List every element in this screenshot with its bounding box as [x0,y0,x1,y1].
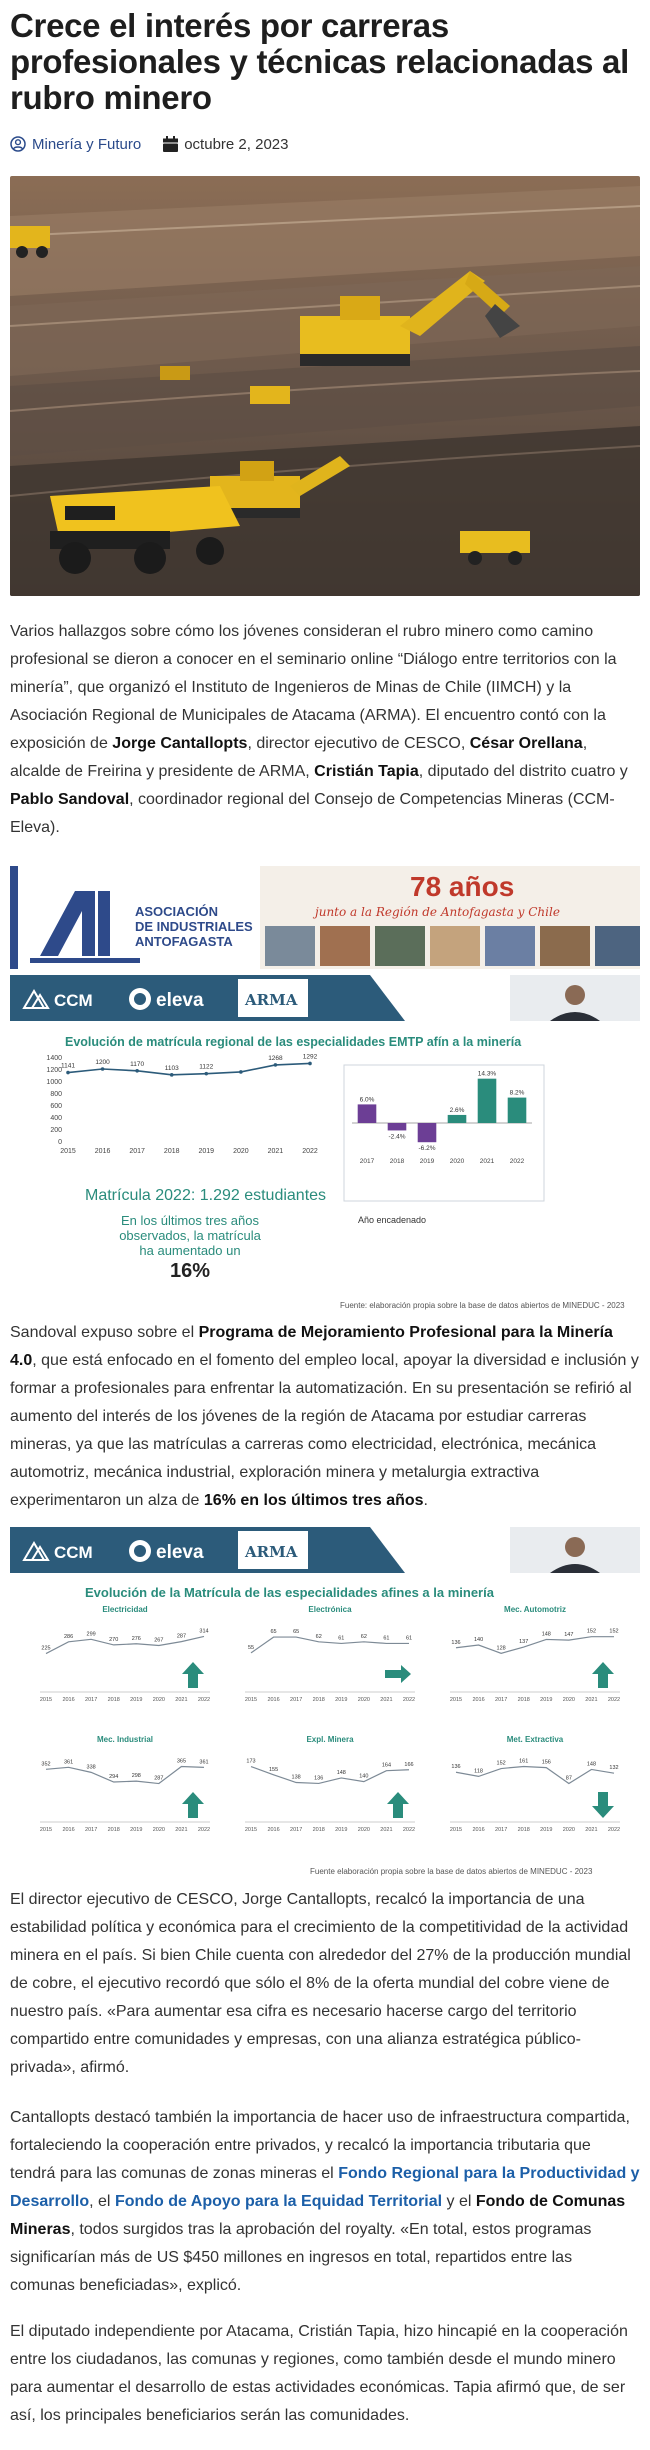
x-tick-label: 2020 [233,1148,249,1155]
x-tick-label: 2016 [62,1827,75,1833]
x-tick-label: 2019 [198,1148,215,1155]
enrollment-line-chart [10,1045,340,1165]
data-label: 148 [586,1761,597,1768]
data-label: 1268 [268,1054,283,1062]
x-tick-label: 2020 [152,1697,165,1703]
logo2-eleva: eleva [156,1542,204,1563]
program-name: Programa de Mejoramiento Profesional para la Minería 4.0 [10,1324,613,1369]
paragraph-cantallopts: El director ejecutivo de CESCO, Jorge Cantallopts, recalcó la importancia de una estabilidad política y económica para el crecimiento de la competitividad de la actividad minera en el país. Si bien Chile cuenta con alrededor del 27% de la producción mundial de cobre, el ejecutivo recordó que sólo el 8% de la oferta mundial del cobre viene de nuestro país. «Para aumentar esa cifra es necesario hacerse cargo del territorio compartido entre comunidades y empresas, con una alianza estratégica público-privada», afirmó. [10,1891,631,2076]
x-tick-label: 2020 [152,1827,165,1833]
logo2-ccm: CCM [54,1543,93,1562]
logo2-arma: ARMA [245,1543,298,1561]
x-tick-label: 2016 [472,1827,485,1833]
data-label: 225 [41,1645,51,1652]
y-tick-label: 200 [50,1127,62,1134]
ad-banner-graphic [10,866,640,969]
data-label: 1292 [302,1053,318,1061]
x-tick-label: 2019 [540,1697,553,1703]
series-line [46,1766,204,1783]
x-tick-label: 2017 [495,1827,508,1833]
x-tick-label: 2019 [335,1697,348,1703]
x-tick-label: 2021 [479,1158,495,1165]
data-label: 287 [154,1775,164,1782]
specialties-small-multiples [10,1602,640,1867]
ad-org-line2: DE INDUSTRIALES [135,919,253,934]
data-label: 1170 [130,1060,145,1068]
paragraph-sandoval: Sandoval expuso sobre el Programa de Mejoramiento Profesional para la Minería 4.0, que está enfocado en el fomento del empleo local, apoyar la diversidad e inclusión y formar a profesionales para enfrentar la automatización. En su presentación se refirió al aumento del interés de los jóvenes de la región de Atacama por estudiar carreras mineras, ya que las matrículas a carreras como electricidad, electrónica, mecánica automotriz, mecánica industrial, exploración minera y metalurgia extractiva experimentaron un alza de 16% en los últimos tres años. [10,1324,639,1509]
x-tick-label: 2022 [197,1697,211,1703]
y-tick-label: 600 [50,1103,62,1110]
growth-highlight: 16% en los últimos tres años [203,1492,424,1509]
x-tick-label: 2021 [585,1827,598,1833]
data-label: 55 [247,1644,255,1651]
x-tick-label: 2015 [60,1148,76,1155]
data-label: 62 [360,1633,367,1640]
x-tick-label: 2022 [302,1148,318,1155]
speaker-orellana: César Orellana [469,735,583,752]
data-label: 140 [359,1773,369,1780]
chained-year-bar-chart [340,1063,550,1203]
x-tick-label: 2022 [509,1158,525,1165]
author-meta[interactable] [10,136,141,153]
data-label: 138 [291,1774,301,1781]
data-label: 132 [609,1765,619,1772]
x-tick-label: 2020 [562,1827,575,1833]
data-label: 352 [41,1761,51,1768]
x-tick-label: 2019 [130,1827,143,1833]
speaker-cantallopts: Jorge Cantallopts [112,735,248,752]
logo-eleva: eleva [156,990,204,1011]
data-label: 164 [381,1762,392,1769]
x-tick-label: 2018 [517,1697,530,1703]
data-label: 1103 [164,1064,179,1072]
small-chart-1 [245,1605,415,1703]
link-fondo-equidad[interactable]: Fondo de Apoyo para la Equidad Territorial [114,2193,443,2210]
data-label: 314 [199,1628,209,1635]
x-tick-label: 2018 [517,1827,530,1833]
bar-label: 8.2% [509,1089,525,1097]
data-point [274,1063,278,1067]
y-tick-label: 1400 [46,1055,62,1062]
article-title: Crece el interés por carreras profesionales y técnicas relacionadas al rubro minero [10,7,629,116]
x-tick-label: 2015 [244,1697,258,1703]
small-chart-title: Mec. Industrial [96,1735,154,1744]
small-chart-title: Met. Extractiva [506,1735,564,1744]
data-label: 136 [451,1764,461,1771]
x-tick-label: 2019 [540,1827,553,1833]
paragraph-infrastructure: Cantallopts destacó también la importancia de hacer uso de infraestructura compartida, fortaleciendo la cooperación entre privados, y recalcó la importancia tributaria que tendrá para las comunas de zonas mineras el Fondo Regional para la Productividad y Desarrollo, el Fondo de Apoyo para la Equidad Territorial y el Fondo de Comunas Mineras, todos surgidos tras la aprobación del royalty. «En total, estos programas significarían más de US $450 millones en ingresos en total, repartidos entre las comunas beneficiadas», explicó. [10,2109,640,2294]
arrow-down-icon [592,1792,614,1818]
bar-label: 6.0% [359,1096,375,1104]
data-point [135,1069,139,1073]
matricula-total: Matrícula 2022: 1.292 estudiantes [85,1187,327,1204]
data-label: 161 [519,1758,529,1765]
presentation-slide-enrollment [10,975,640,1315]
data-point [239,1070,243,1074]
bar [388,1123,407,1130]
data-label: 148 [541,1631,551,1638]
data-label: 148 [336,1769,346,1776]
slide-header-graphic [10,975,640,1021]
data-label: 287 [176,1633,187,1640]
x-tick-label: 2018 [107,1697,120,1703]
y-tick-label: 1200 [46,1067,62,1074]
x-tick-label: 2021 [585,1697,598,1703]
data-label: 299 [86,1631,96,1638]
data-label: 270 [109,1636,119,1643]
x-tick-label: 2021 [175,1827,188,1833]
ad-org-line3: ANTOFAGASTA [135,934,233,949]
x-tick-label: 2020 [562,1697,575,1703]
data-label: 1122 [199,1063,214,1071]
data-label: 276 [131,1635,141,1642]
y-tick-label: 800 [50,1091,62,1098]
slide2-source: Fuente elaboración propia sobre la base de datos abiertos de MINEDUC - 2023 [310,1867,593,1876]
x-tick-label: 2018 [312,1697,325,1703]
data-point [170,1073,174,1077]
logo-arma: ARMA [245,991,298,1009]
data-label: 140 [473,1637,484,1643]
small-chart-title: Expl. Minera [306,1735,354,1744]
x-tick-label: 2017 [85,1697,98,1703]
x-tick-label: 2016 [267,1827,280,1833]
bar-label: 2.6% [449,1106,465,1114]
x-tick-label: 2018 [312,1827,325,1833]
x-tick-label: 2021 [267,1148,284,1155]
data-label: 136 [314,1775,324,1782]
data-point [66,1071,70,1075]
x-tick-label: 2015 [244,1827,258,1833]
slide1-title: Evolución de matrícula regional de las especialidades EMTP afín a la minería [65,1035,522,1049]
chart-frame [344,1065,544,1201]
x-tick-label: 2019 [419,1158,435,1165]
small-chart-5 [450,1735,620,1833]
post-date: octubre 2, 2023 [184,135,289,153]
x-tick-label: 2021 [380,1827,393,1833]
data-label: 338 [86,1764,96,1771]
x-tick-label: 2017 [85,1827,98,1833]
small-chart-3 [40,1735,210,1833]
x-tick-label: 2017 [129,1148,145,1155]
data-label: 128 [496,1645,506,1652]
x-tick-label: 2022 [402,1827,416,1833]
data-point [101,1067,105,1071]
arrow-up-icon [387,1792,409,1818]
arrow-up-icon [592,1662,614,1688]
data-label: 298 [131,1773,141,1780]
fondo-comunas: Fondo de Comunas Mineras [10,2193,626,2238]
presentation-slide-specialties [10,1527,640,1880]
x-tick-label: 2017 [290,1827,303,1833]
data-label: 286 [63,1633,74,1640]
bar-label: -2.4% [388,1133,406,1141]
ad-banner[interactable] [10,866,640,969]
user-icon [10,136,26,152]
data-label: 267 [154,1637,164,1644]
x-tick-label: 2018 [163,1148,180,1155]
x-tick-label: 2021 [175,1697,188,1703]
data-label: 166 [404,1761,414,1768]
slide2-header-graphic [10,1527,640,1573]
x-tick-label: 2016 [94,1148,111,1155]
x-tick-label: 2017 [495,1697,508,1703]
x-tick-label: 2017 [290,1697,303,1703]
bar [448,1115,467,1123]
mine-illustration [10,176,640,596]
x-tick-label: 2016 [472,1697,485,1703]
x-tick-label: 2022 [197,1827,211,1833]
bar [418,1123,437,1142]
slide2-header [10,1527,640,1573]
data-label: 155 [268,1766,279,1773]
date-meta [163,136,288,153]
x-tick-label: 2022 [607,1697,621,1703]
slide-header [10,975,640,1021]
author-link[interactable]: Minería y Futuro [32,135,142,153]
bar-label: -6.2% [418,1145,436,1153]
data-label: 118 [474,1768,483,1775]
data-label: 62 [315,1633,322,1640]
delta-chart-label: Año encadenado [358,1215,427,1225]
y-tick-label: 400 [50,1115,62,1122]
x-tick-label: 2015 [39,1697,53,1703]
data-label: 147 [564,1632,574,1639]
x-tick-label: 2018 [107,1827,120,1833]
article-meta [10,132,640,156]
ad-org-line1: ASOCIACIÓN [135,904,219,919]
growth-percent: 16% [169,1260,211,1282]
data-label: 61 [405,1635,413,1642]
ad-tagline: junto a la Región de Antofagasta y Chile [315,905,560,919]
x-tick-label: 2019 [130,1697,143,1703]
x-tick-label: 2017 [359,1158,375,1165]
data-label: 1141 [61,1062,75,1070]
x-tick-label: 2020 [449,1158,465,1165]
data-label: 87 [565,1775,572,1782]
bar-label: 14.3% [477,1070,497,1078]
small-chart-title: Electrónica [308,1605,352,1614]
data-point [204,1072,208,1076]
data-label: 294 [109,1774,119,1781]
small-chart-4 [245,1735,415,1833]
link-fondo-regional[interactable]: Fondo Regional para la Productividad y Desarrollo [10,2165,640,2210]
logo-ccm: CCM [54,991,93,1010]
x-tick-label: 2015 [449,1697,463,1703]
data-label: 156 [541,1759,551,1766]
data-label: 173 [246,1758,256,1765]
small-chart-title: Electricidad [102,1605,148,1614]
x-tick-label: 2021 [380,1697,393,1703]
data-label: 61 [383,1635,390,1642]
slide2-title: Evolución de la Matrícula de las especialidades afines a la minería [85,1585,494,1600]
arrow-up-icon [182,1792,204,1818]
bar [358,1104,377,1123]
calendar-icon [163,136,178,152]
data-label: 1200 [95,1059,110,1066]
data-label: 152 [496,1760,506,1767]
speaker-sandoval: Pablo Sandoval [10,791,130,808]
small-chart-title: Mec. Automotriz [504,1605,566,1614]
data-label: 361 [199,1759,209,1766]
speaker-tapia: Cristián Tapia [314,763,419,780]
data-label: 152 [586,1628,597,1635]
x-tick-label: 2015 [449,1827,463,1833]
x-tick-label: 2019 [335,1827,348,1833]
x-tick-label: 2022 [607,1827,621,1833]
x-tick-label: 2020 [357,1697,370,1703]
slide1-source: Fuente: elaboración propia sobre la base de datos abiertos de MINEDUC - 2023 [340,1301,625,1310]
data-label: 65 [270,1629,277,1636]
arrow-up-icon [182,1662,204,1688]
x-tick-label: 2018 [389,1158,405,1165]
small-chart-0 [40,1605,210,1703]
data-label: 365 [176,1758,187,1765]
arrow-right-icon [385,1665,411,1683]
x-tick-label: 2016 [62,1697,75,1703]
hero-image [10,176,640,596]
bar [508,1098,527,1123]
data-label: 152 [609,1628,619,1635]
data-label: 136 [451,1639,461,1646]
data-label: 361 [63,1759,74,1766]
paragraph-intro: Varios hallazgos sobre cómo los jóvenes consideran el rubro minero como camino profesional se dieron a conocer en el seminario online “Diálogo entre territorios con la minería”, que organizó el Instituto de Ingenieros de Minas de Chile (IIMCH) y la Asociación Regional de Municipales de Atacama (ARMA). El encuentro contó con la exposición de Jorge Cantallopts, director ejecutivo de CESCO, César Orellana, alcalde de Freirina y presidente de ARMA, Cristián Tapia, diputado del distrito cuatro y Pablo Sandoval, coordinador regional del Consejo de Competencias Mineras (CCM-Eleva). [10,623,628,836]
data-label: 137 [519,1639,529,1646]
ad-years: 78 años [410,871,515,902]
enrollment-note: En los últimos tres años observados, la matrícula ha aumentado un 16% [115,1213,265,1284]
small-chart-2 [450,1605,620,1703]
data-point [308,1062,312,1066]
x-tick-label: 2015 [39,1827,53,1833]
data-label: 65 [293,1629,300,1636]
x-tick-label: 2016 [267,1697,280,1703]
x-tick-label: 2020 [357,1827,370,1833]
bar [478,1079,497,1123]
y-tick-label: 0 [58,1139,62,1146]
x-tick-label: 2022 [402,1697,416,1703]
data-label: 61 [338,1635,345,1642]
paragraph-tapia: El diputado independiente por Atacama, Cristián Tapia, hizo hincapié en la cooperación entre los ciudadanos, las comunas y regiones, como también desde el mundo minero para aumentar el desarrollo de estas actividades económicas. Tapia afirmó que, de ser así, los principales beneficiarios serán las comunidades. [10,2323,628,2424]
y-tick-label: 1000 [46,1079,62,1086]
